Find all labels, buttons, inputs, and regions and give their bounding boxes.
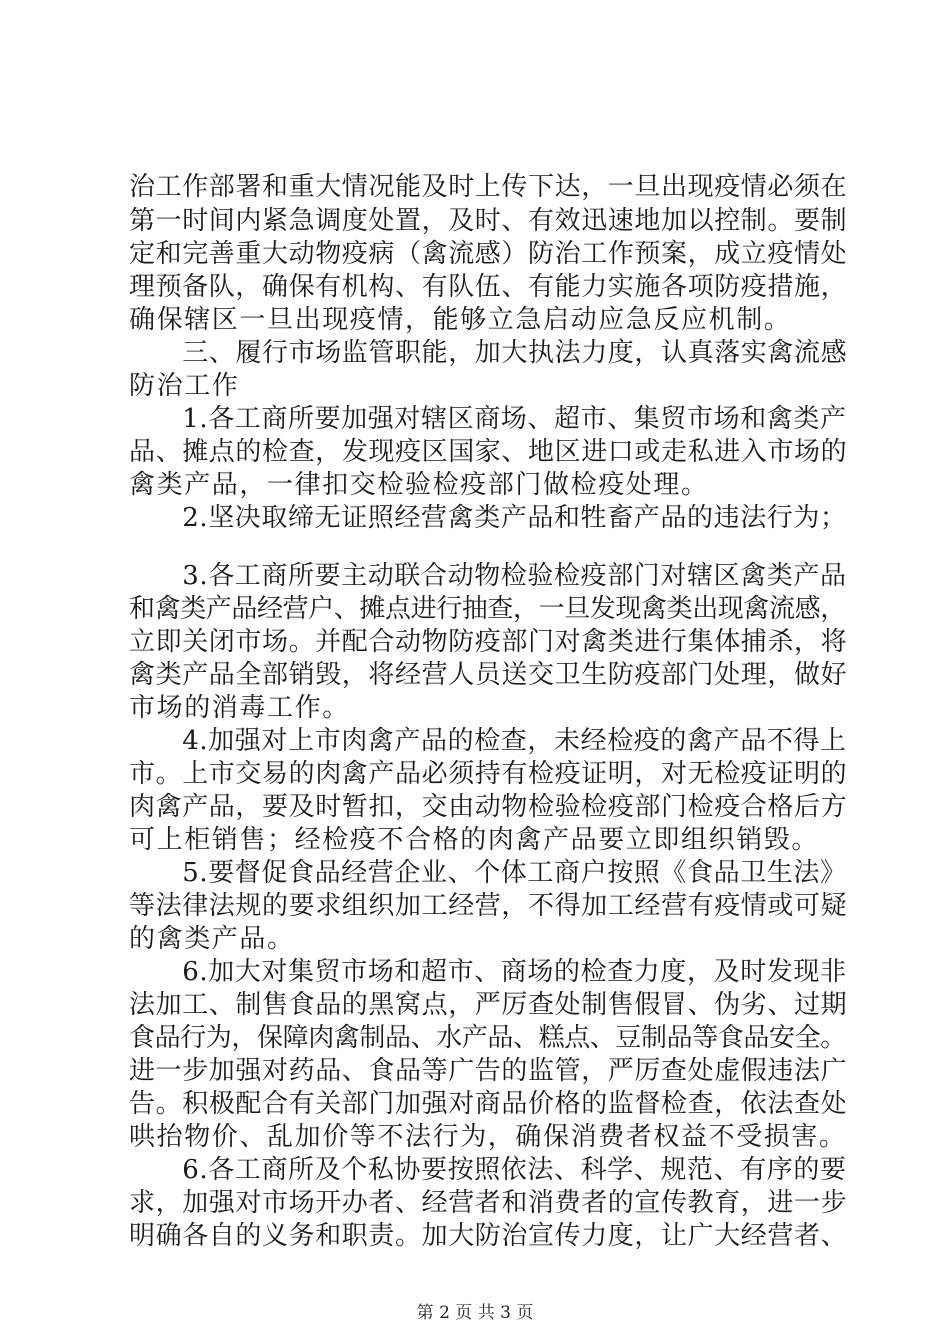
text-line: 肉禽产品，要及时暂扣，交由动物检验检疫部门检疫合格后方	[129, 792, 848, 822]
text-line: 确保辖区一旦出现疫情，能够立急启动应急反应机制。	[129, 305, 792, 335]
text-line: 3.各工商所要主动联合动物检验检疫部门对辖区禽类产品	[129, 561, 847, 591]
text-line: 市场的消毒工作。	[129, 693, 350, 723]
text-line: 可上柜销售；经检疫不合格的肉禽产品要立即组织销毁。	[129, 825, 820, 855]
text-line: 明确各自的义务和职责。加大防治宣传力度，让广大经营者、	[129, 1221, 848, 1251]
text-line: 进一步加强对药品、食品等广告的监管，严厉查处虚假违法广	[129, 1056, 848, 1086]
text-line: 治工作部署和重大情况能及时上传下达，一旦出现疫情必须在	[129, 172, 848, 202]
text-line: 1.各工商所要加强对辖区商场、超市、集贸市场和禽类产	[129, 404, 847, 434]
text-line: 市。上市交易的肉禽产品必须持有检疫证明，对无检疫证明的	[129, 759, 848, 789]
text-line: 立即关闭市场。并配合动物防疫部门对禽类进行集体捕杀，将	[129, 627, 848, 657]
text-line: 5.要督促食品经营企业、个体工商户按照《食品卫生法》	[129, 858, 847, 888]
text-line: 6.各工商所及个私协要按照依法、科学、规范、有序的要	[129, 1155, 847, 1185]
section-heading: 三、履行市场监管职能，加大执法力度，认真落实禽流感	[129, 338, 848, 368]
text-line: 2.坚决取缔无证照经营禽类产品和牲畜产品的违法行为；	[129, 503, 847, 533]
text-line: 品、摊点的检查，发现疫区国家、地区进口或走私进入市场的	[129, 437, 848, 467]
text-line: 食品行为，保障肉禽制品、水产品、糕点、豆制品等食品安全。	[129, 1023, 846, 1053]
section-heading-cont: 防治工作	[129, 371, 240, 401]
text-line: 求，加强对市场开办者、经营者和消费者的宣传教育，进一步	[129, 1188, 848, 1218]
text-line: 理预备队，确保有机构、有队伍、有能力实施各项防疫措施，	[129, 272, 848, 302]
text-line: 第一时间内紧急调度处置，及时、有效迅速地加以控制。要制	[129, 206, 848, 236]
text-line: 告。积极配合有关部门加强对商品价格的监督检查，依法查处	[129, 1089, 848, 1119]
text-line: 的禽类产品。	[129, 924, 295, 954]
page-number-footer: 第 2 页 共 3 页	[416, 1303, 534, 1323]
text-line: 禽类产品，一律扣交检验检疫部门做检疫处理。	[129, 470, 709, 500]
text-line: 4.加强对上市肉禽产品的检查，未经检疫的禽产品不得上	[129, 726, 847, 756]
text-line: 定和完善重大动物疫病（禽流感）防治工作预案，成立疫情处	[129, 239, 848, 269]
text-line: 禽类产品全部销毁，将经营人员送交卫生防疫部门处理，做好	[129, 660, 848, 690]
text-line: 哄抬物价、乱加价等不法行为，确保消费者权益不受损害。	[129, 1122, 847, 1152]
text-line: 和禽类产品经营户、摊点进行抽查，一旦发现禽类出现禽流感，	[129, 594, 846, 624]
text-line: 等法律法规的要求组织加工经营，不得加工经营有疫情或可疑	[129, 891, 848, 921]
text-line: 法加工、制售食品的黑窝点，严厉查处制售假冒、伪劣、过期	[129, 990, 848, 1020]
text-line: 6.加大对集贸市场和超市、商场的检查力度，及时发现非	[129, 957, 847, 987]
